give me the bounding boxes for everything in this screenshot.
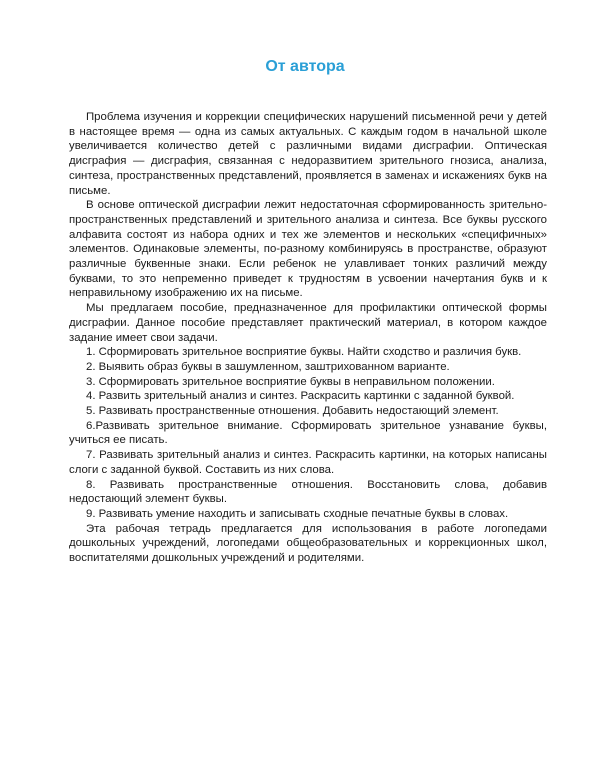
task-item-2: 2. Выявить образ буквы в зашумленном, заштрихованном варианте.	[86, 360, 450, 373]
basis-paragraph: В основе оптической дисграфии лежит недостаточная сформированность зрительно-пространственных представлений и зрительного анализа и синтеза. Все буквы русского алфавита состоят из набора одних и тех же элементов и нескольких «специфичных» элементов. Одинаковые элементы, по-разному комбинируясь в пространстве, образуют различные буквенные знаки. Если ребенок не улавливает тонких различий между буквами, то это непременно приведет к трудностям в усвоении начертания букв и к неправильному изображению их на письме.	[69, 199, 547, 300]
offer-paragraph: Мы предлагаем пособие, предназначенное для профилактики оптической формы дисграфии. Данное пособие представляет практический материал, в котором каждое задание имеет свои задачи.	[69, 302, 547, 344]
task-item-3: 3. Сформировать зрительное восприятие буквы в неправильном положении.	[86, 375, 495, 388]
task-item-9: 9. Развивать умение находить и записывать сходные печатные буквы в словах.	[86, 507, 509, 520]
task-item-8: 8. Развивать пространственные отношения. Восстановить слова, добавив недостающий элемент буквы.	[69, 478, 547, 506]
body-text	[69, 110, 547, 566]
task-item-6: 6.Развивать зрительное внимание. Сформировать зрительное узнавание буквы, учиться ее писать.	[69, 419, 547, 447]
closing-paragraph: Эта рабочая тетрадь предлагается для использования в работе логопедами дошкольных учреждений, логопедами общеобразовательных и коррекционных школ, воспитателями дошкольных учреждений и родителями.	[69, 522, 547, 565]
task-item-4: 4. Развить зрительный анализ и синтез. Раскрасить картинки с заданной буквой.	[86, 390, 515, 403]
intro-paragraph: Проблема изучения и коррекции специфических нарушений письменной речи у детей в настоящее время — одна из самых актуальных. С каждым годом в начальной школе увеличивается количество детей с различными видами дисграфии. Оптическая дисграфия — дисграфия, связанная с недоразвитием зрительного гнозиса, анализа, синтеза, пространственных представлений, проявляется в заменах и искажениях букв на письме.	[69, 111, 547, 197]
task-item-5: 5. Развивать пространственные отношения. Добавить недостающий элемент.	[86, 405, 499, 418]
task-item-1: 1. Сформировать зрительное восприятие буквы. Найти сходство и различия букв.	[86, 346, 522, 359]
task-item-7: 7. Развивать зрительный анализ и синтез. Раскрасить картинки, на которых написаны слоги с заданной буквой. Составить из них слова.	[69, 449, 547, 476]
page-title: От автора	[265, 58, 345, 75]
